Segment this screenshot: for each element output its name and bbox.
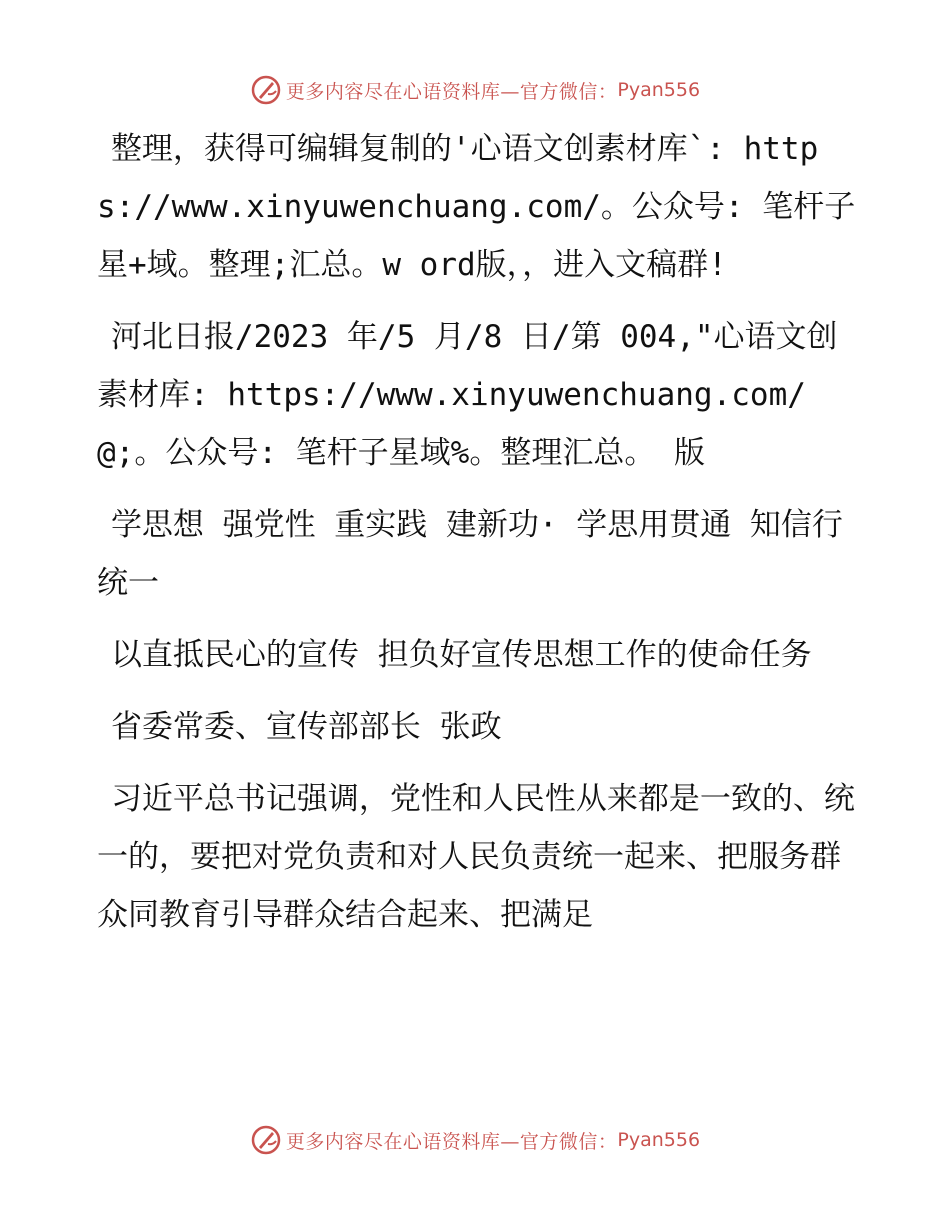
watermark-wechat-id: Pyan556 [617,1129,701,1151]
footer-watermark [0,1120,950,1160]
paragraph-author: 省委常委、宣传部部长 张政 [110,709,502,745]
paragraph-source: 河北日报/2023 年/5 月/8 日/第 004,"心语文创素材库: https://www.xinyuwenchuang.com/@;。公众号: 笔杆子星域%。整理汇总。 版 [97,319,838,471]
paragraph-column-title: 学思想 强党性 重实践 建新功· 学思用贯通 知信行统一 [97,507,843,601]
paragraph-body: 习近平总书记强调，党性和人民性从来都是一致的、统一的，要把对党负责和对人民负责统一起来、把服务群众同教育引导群众结合起来、把满足 [97,781,855,933]
watermark-text: 更多内容尽在心语资料库—官方微信： [285,80,618,103]
document-body [97,120,857,958]
header-watermark [0,70,950,110]
watermark-text: 更多内容尽在心语资料库—官方微信： [285,1130,618,1153]
watermark-wechat-id: Pyan556 [617,79,701,101]
paragraph-notice: 整理，获得可编辑复制的'心语文创素材库`: https://www.xinyuwenchuang.com/。公众号: 笔杆子星+域。整理;汇总。w ord版，，进入文稿群! [97,131,856,283]
paragraph-article-title: 以直抵民心的宣传 担负好宣传思想工作的使命任务 [110,637,812,673]
quill-seal-icon [250,1124,282,1156]
quill-seal-icon [250,74,282,106]
